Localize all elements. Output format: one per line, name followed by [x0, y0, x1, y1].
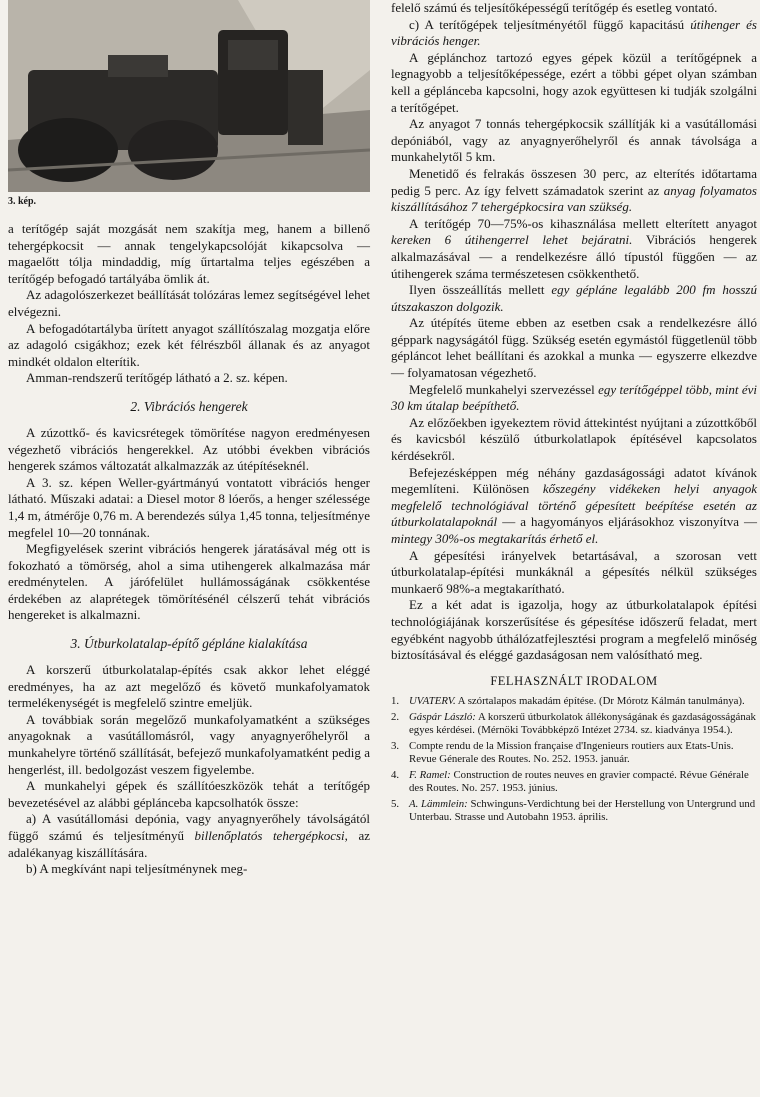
paragraph: A gépesítési irányelvek betartásával, a szorosan vett útburkolatalap-építési munkáknál a gépesítés nélkül szükséges munkaerő 98%-a megtakarítható.: [391, 547, 757, 596]
paragraph: Menetidő és felrakás összesen 30 perc, az elterítés időtartama pedig 5 perc. Az így felvett számadatok szerint az anyag folyamatos kiszállításához 7 tehergépkocsira van szükség.: [391, 165, 757, 215]
reference-author: A. Lämmlein:: [409, 797, 468, 810]
paragraph: A 3. sz. képen Weller-gyártmányú vontatott vibrációs henger látható. Műszaki adatai: a Diesel motor 8 lóerős, a henger szélessége 1,4 m, átmérője 0,76 m. A berendezés súlya 1,45 tonna, teljesítménye megfelel 10—20 tonnának.: [8, 474, 370, 540]
left-column: [8, 0, 370, 878]
paragraph: a terítőgép saját mozgását nem szakítja meg, hanem a billenő tehergépkocsit — annak tengelykapcsolóját kikapcsolva — magaelőtt tólja mindaddig, míg űrtartalma teljes egészében a terítőgép befogadó tartályába ömlik át.: [8, 221, 370, 286]
paragraph: Az útépítés üteme ebben az esetben csak a rendelkezésre álló géppark nagyságától függ. Szükség esetén egymástól függetlenül több gépláncot lehet beállítani és azokkal a munka — egyszerre elkezdve — folyamatosan végezhető.: [391, 315, 757, 381]
reference-item: [391, 798, 757, 824]
reference-text: Schwinguns-Verdichtung bei der Herstellung von Untergrund und Unterbau. Strasse und Autobahn 1953. április.: [409, 797, 756, 823]
right-column: [391, 0, 757, 827]
paragraph: A korszerű útburkolatalap-építés csak akkor lehet eléggé eredményes, ha az azt megelőző és követő munkafolyamatok termelékenységét is megfelelő szintre emeljük.: [8, 662, 370, 711]
reference-text: Compte rendu de la Mission française d'Ingenieurs routiers aux Etats-Unis. Revue Génerale des Routes. No. 252. 1953. január.: [409, 739, 734, 765]
paragraph: Az adagolószerkezet beállítását tolózáras lemez segítségével lehet elvégezni.: [8, 287, 370, 319]
paragraph: Amman-rendszerű terítőgép látható a 2. sz. képen.: [26, 370, 288, 386]
reference-text: Construction de routes neuves en gravier compacté. Révue Générale des Routes. No. 257. 1953. június.: [409, 768, 749, 794]
paragraph: Ilyen összeállítás mellett egy gépláne legalább 200 fm hosszú útszakaszon dolgozik.: [391, 282, 757, 314]
vibration-roller-photo: [8, 0, 370, 192]
reference-item: [391, 695, 757, 708]
section-heading-machine-chain: 3. Útburkolatalap-építő gépláne kialakítása: [70, 636, 308, 652]
list-item-c: c) A terítőgépek teljesítményétől függő kapacitású útihenger és vibrációs henger.: [391, 16, 757, 49]
reference-author: Gáspár László:: [409, 710, 476, 723]
reference-item: [391, 769, 757, 795]
reference-number: 5.: [391, 797, 400, 810]
reference-author: F. Ramel:: [409, 768, 451, 781]
paragraph: A befogadótartályba ürített anyagot szállítószalag mozgatja előre az adagoló csigákhoz; ezek két félrészből állanak és az anyagot mindkét oldalon elterítik.: [8, 320, 370, 369]
figure-caption: 3. kép.: [8, 196, 37, 207]
list-item-b-start: b) A megkívánt napi teljesítménynek meg-: [26, 861, 248, 877]
paragraph: Befejezésképpen még néhány gazdaságossági adatot kívánok megemlíteni. Különösen kőszegény vidékeken helyi anyagok megfelelő technológiával történő gépesített beépítése esetén az útburkolatalapoknál — a hagyományos eljárásokhoz viszonyítva — mintegy 30%-os megtakarítás érhető el.: [391, 464, 757, 546]
references-list: [391, 695, 757, 824]
reference-item: [391, 711, 757, 737]
paragraph: Megfigyelések szerint vibrációs hengerek járatásával még ott is fokozható a tömörség, ahol a sima utihengerek alkalmazása már eredménytelen. A járófelület hullámosságának csökkentése érdekében az alaprétegek tömörítésénél célszerű tehát vibrációs hengereket is alkalmazni.: [8, 541, 370, 623]
reference-number: 1.: [391, 694, 400, 707]
references-heading: FELHASZNÁLT IRODALOM: [490, 673, 658, 688]
list-item-b-end: felelő számú és teljesítőképességű terítőgép és esetleg vontató.: [391, 0, 718, 15]
reference-author: UVATERV.: [409, 694, 456, 707]
paragraph: A géplánchoz tartozó egyes gépek közül a terítőgépnek a legnagyobb a teljesítőképessége, ezért a többi gépet olyan számban kell a géplánceba kapcsolni, hogy azok együttesen ki tudják szolgálni a terítőgépet.: [391, 49, 757, 115]
roller-illustration: [8, 0, 370, 192]
paragraph: A zúzottkő- és kavicsrétegek tömörítése nagyon eredményesen végezhető vibrációs hengerekkel. Az utóbbi években vibrációs hengerek számos változatát alkalmazzák az útépítéseknél.: [8, 424, 370, 474]
paragraph: Ez a két adat is igazolja, hogy az útburkolatalapok építési technológiájának korszerűsítése és gépesítése időszerű feladat, mert egyébként nagyobb úthálózatfejlesztési program a megfelelő minőség biztosításával és eléggé gazdaságosan nem valósítható meg.: [391, 597, 757, 663]
reference-text: A szórtalapos makadám építése. (Dr Mórotz Kálmán tanulmánya).: [455, 694, 745, 707]
paragraph: Megfelelő munkahelyi szervezéssel egy terítőgéppel több, mint évi 30 km útalap beépíthető.: [391, 381, 757, 414]
paragraph: Az anyagot 7 tonnás tehergépkocsik szállítják ki a vasútállomási depóniából, vagy az anyagnyerőhelyről és annak távolsága a munkahelytől 5 km.: [391, 116, 757, 165]
reference-number: 3.: [391, 739, 400, 752]
paragraph: Az előzőekben igyekeztem rövid áttekintést nyújtani a zúzottkőből és kavicsból készülő útburkolatlapok építésével kapcsolatos kérdésekről.: [391, 414, 757, 464]
reference-text: A korszerű útburkolatok állékonyságának és gazdaságosságának egyes kérdései. (Mérnöki Továbbképző Intézet 2734. sz. kiadványa 1954.).: [409, 710, 756, 736]
reference-number: 2.: [391, 710, 400, 723]
reference-number: 4.: [391, 768, 400, 781]
list-item-a: a) A vasútállomási depónia, vagy anyagnyerőhely távolságától függő számú és teljesítményű billenőplatós tehergépkocsi, az adalékanyag kiszállítására.: [8, 811, 370, 860]
section-heading-vibration-rollers: 2. Vibrációs hengerek: [130, 398, 248, 414]
paragraph: A továbbiak során megelőző munkafolyamatként a szükséges anyagoknak a vasútállomásról, vagy anyagnyerőhelyről a munkahelyre történő szállítását, befejező munkafolyamatként pedig a hengerlést, ill. bedolgozást veszem figyelembe.: [8, 711, 370, 777]
paragraph: A terítőgép 70—75%-os kihasználása mellett elterített anyagot kereken 6 útihengerrel lehet bejáratni. Vibrációs hengerek alkalmazásával — a rendelkezésre álló típustól függően — az útihengerek száma természetesen csökkenthető.: [391, 215, 758, 281]
paragraph: A munkahelyi gépek és szállítóeszközök tehát a terítőgép bevezetésével az alábbi géplánceba kapcsolhatók össze:: [8, 778, 370, 810]
reference-item: [391, 740, 757, 766]
